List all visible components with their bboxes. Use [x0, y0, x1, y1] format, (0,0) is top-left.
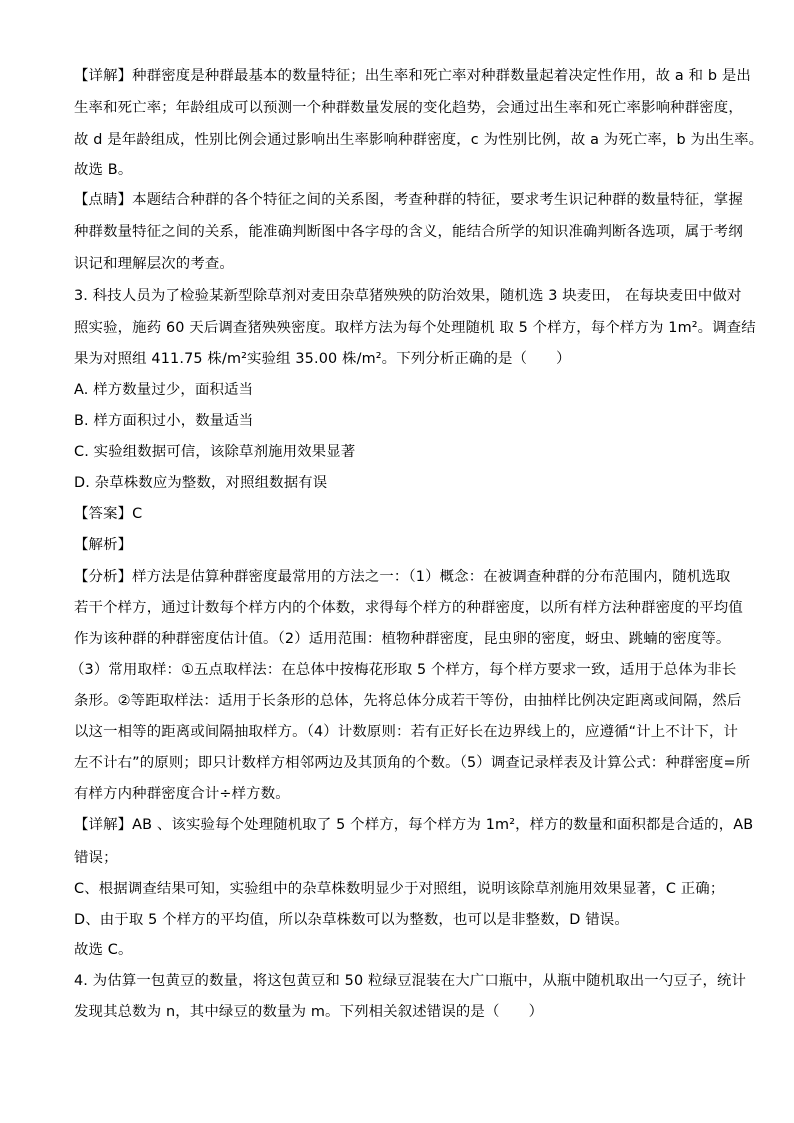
- analysis-label: 【解析】: [74, 537, 133, 553]
- text-line: 发现其总数为 n，其中绿豆的数量为 m。下列相关叙述错误的是（ ）: [74, 1004, 544, 1020]
- text-line: 故 d 是年龄组成，性别比例会通过影响出生率影响种群密度，c 为性别比例，故 a 为死亡率，b 为出生率。: [74, 132, 764, 148]
- option-b: B. 样方面积过小，数量适当: [74, 413, 254, 429]
- text-line: 有样方内种群密度合计÷样方数。: [74, 786, 290, 802]
- option-c: C. 实验组数据可信，该除草剂施用效果显著: [74, 444, 356, 460]
- text-line: C、根据调查结果可知，实验组中的杂草株数明显少于对照组，说明该除草剂施用效果显著，C 正确；: [74, 881, 725, 897]
- text-line: 错误；: [74, 850, 118, 866]
- option-d: D. 杂草株数应为整数，对照组数据有误: [74, 475, 328, 491]
- text-line: 【详解】种群密度是种群最基本的数量特征；出生率和死亡率对种群数量起着决定性作用，故 a 和 b 是出: [74, 68, 751, 84]
- text-line: 作为该种群的种群密度估计值。（2）适用范围：植物种群密度，昆虫卵的密度，蚜虫、跳蝻的密度等。: [74, 631, 731, 647]
- text-line: 识记和理解层次的考查。: [74, 256, 234, 272]
- text-line: 种群数量特征之间的关系，能准确判断图中各字母的含义，能结合所学的知识准确判断各选项，属于考纲: [74, 224, 743, 240]
- text-line: 照实验，施药 60 天后调查猪殃殃密度。取样方法为每个处理随机 取 5 个样方，每个样方为 1m²。调查结: [74, 320, 756, 336]
- text-line: D、由于取 5 个样方的平均值，所以杂草株数可以为整数，也可以是非整数，D 错误。: [74, 912, 629, 928]
- text-line: 左不计右”的原则；即只计数样方相邻两边及其顶角的个数。（5）调查记录样表及计算公式：种群密度=所: [74, 755, 751, 771]
- text-line: 条形。②等距取样法：适用于长条形的总体，先将总体分成若干等份，由抽样比例决定距离或间隔，然后: [74, 693, 742, 709]
- question-3-stem: 3. 科技人员为了检验某新型除草剂对麦田杂草猪殃殃的防治效果，随机选 3 块麦田， 在每块麦田中做对: [74, 288, 742, 304]
- text-line: 以这一相等的距离或间隔抽取样方。（4）计数原则：若有正好长在边界线上的，应遵循“计上不计下，计: [74, 724, 739, 740]
- text-line: 【分析】样方法是估算种群密度最常用的方法之一：（1）概念：在被调查种群的分布范围内，随机选取: [74, 569, 731, 585]
- text-line: 【详解】AB 、该实验每个处理随机取了 5 个样方，每个样方为 1m²，样方的数量和面积都是合适的，AB: [74, 817, 754, 833]
- option-a: A. 样方数量过少，面积适当: [74, 382, 254, 398]
- answer-label: 【答案】C: [74, 506, 143, 522]
- text-line: 果为对照组 411.75 株/m²实验组 35.00 株/m²。下列分析正确的是（ ）: [74, 351, 571, 367]
- text-line: 故选 C。: [74, 942, 133, 958]
- text-line: 【点睛】本题结合种群的各个特征之间的关系图，考查种群的特征，要求考生识记种群的数量特征，掌握: [74, 192, 743, 208]
- text-line: 故选 B。: [74, 162, 133, 178]
- text-line: 若干个样方，通过计数每个样方内的个体数，求得每个样方的种群密度，以所有样方法种群密度的平均值: [74, 600, 743, 616]
- question-4-stem: 4. 为估算一包黄豆的数量，将这包黄豆和 50 粒绿豆混装在大广口瓶中，从瓶中随机取出一勺豆子，统计: [74, 973, 747, 989]
- text-line: 生率和死亡率；年龄组成可以预测一个种群数量发展的变化趋势，会通过出生率和死亡率影响种群密度，: [74, 100, 743, 116]
- text-line: （3）常用取样：①五点取样法：在总体中按梅花形取 5 个样方，每个样方要求一致，适用于总体为非长: [70, 662, 737, 678]
